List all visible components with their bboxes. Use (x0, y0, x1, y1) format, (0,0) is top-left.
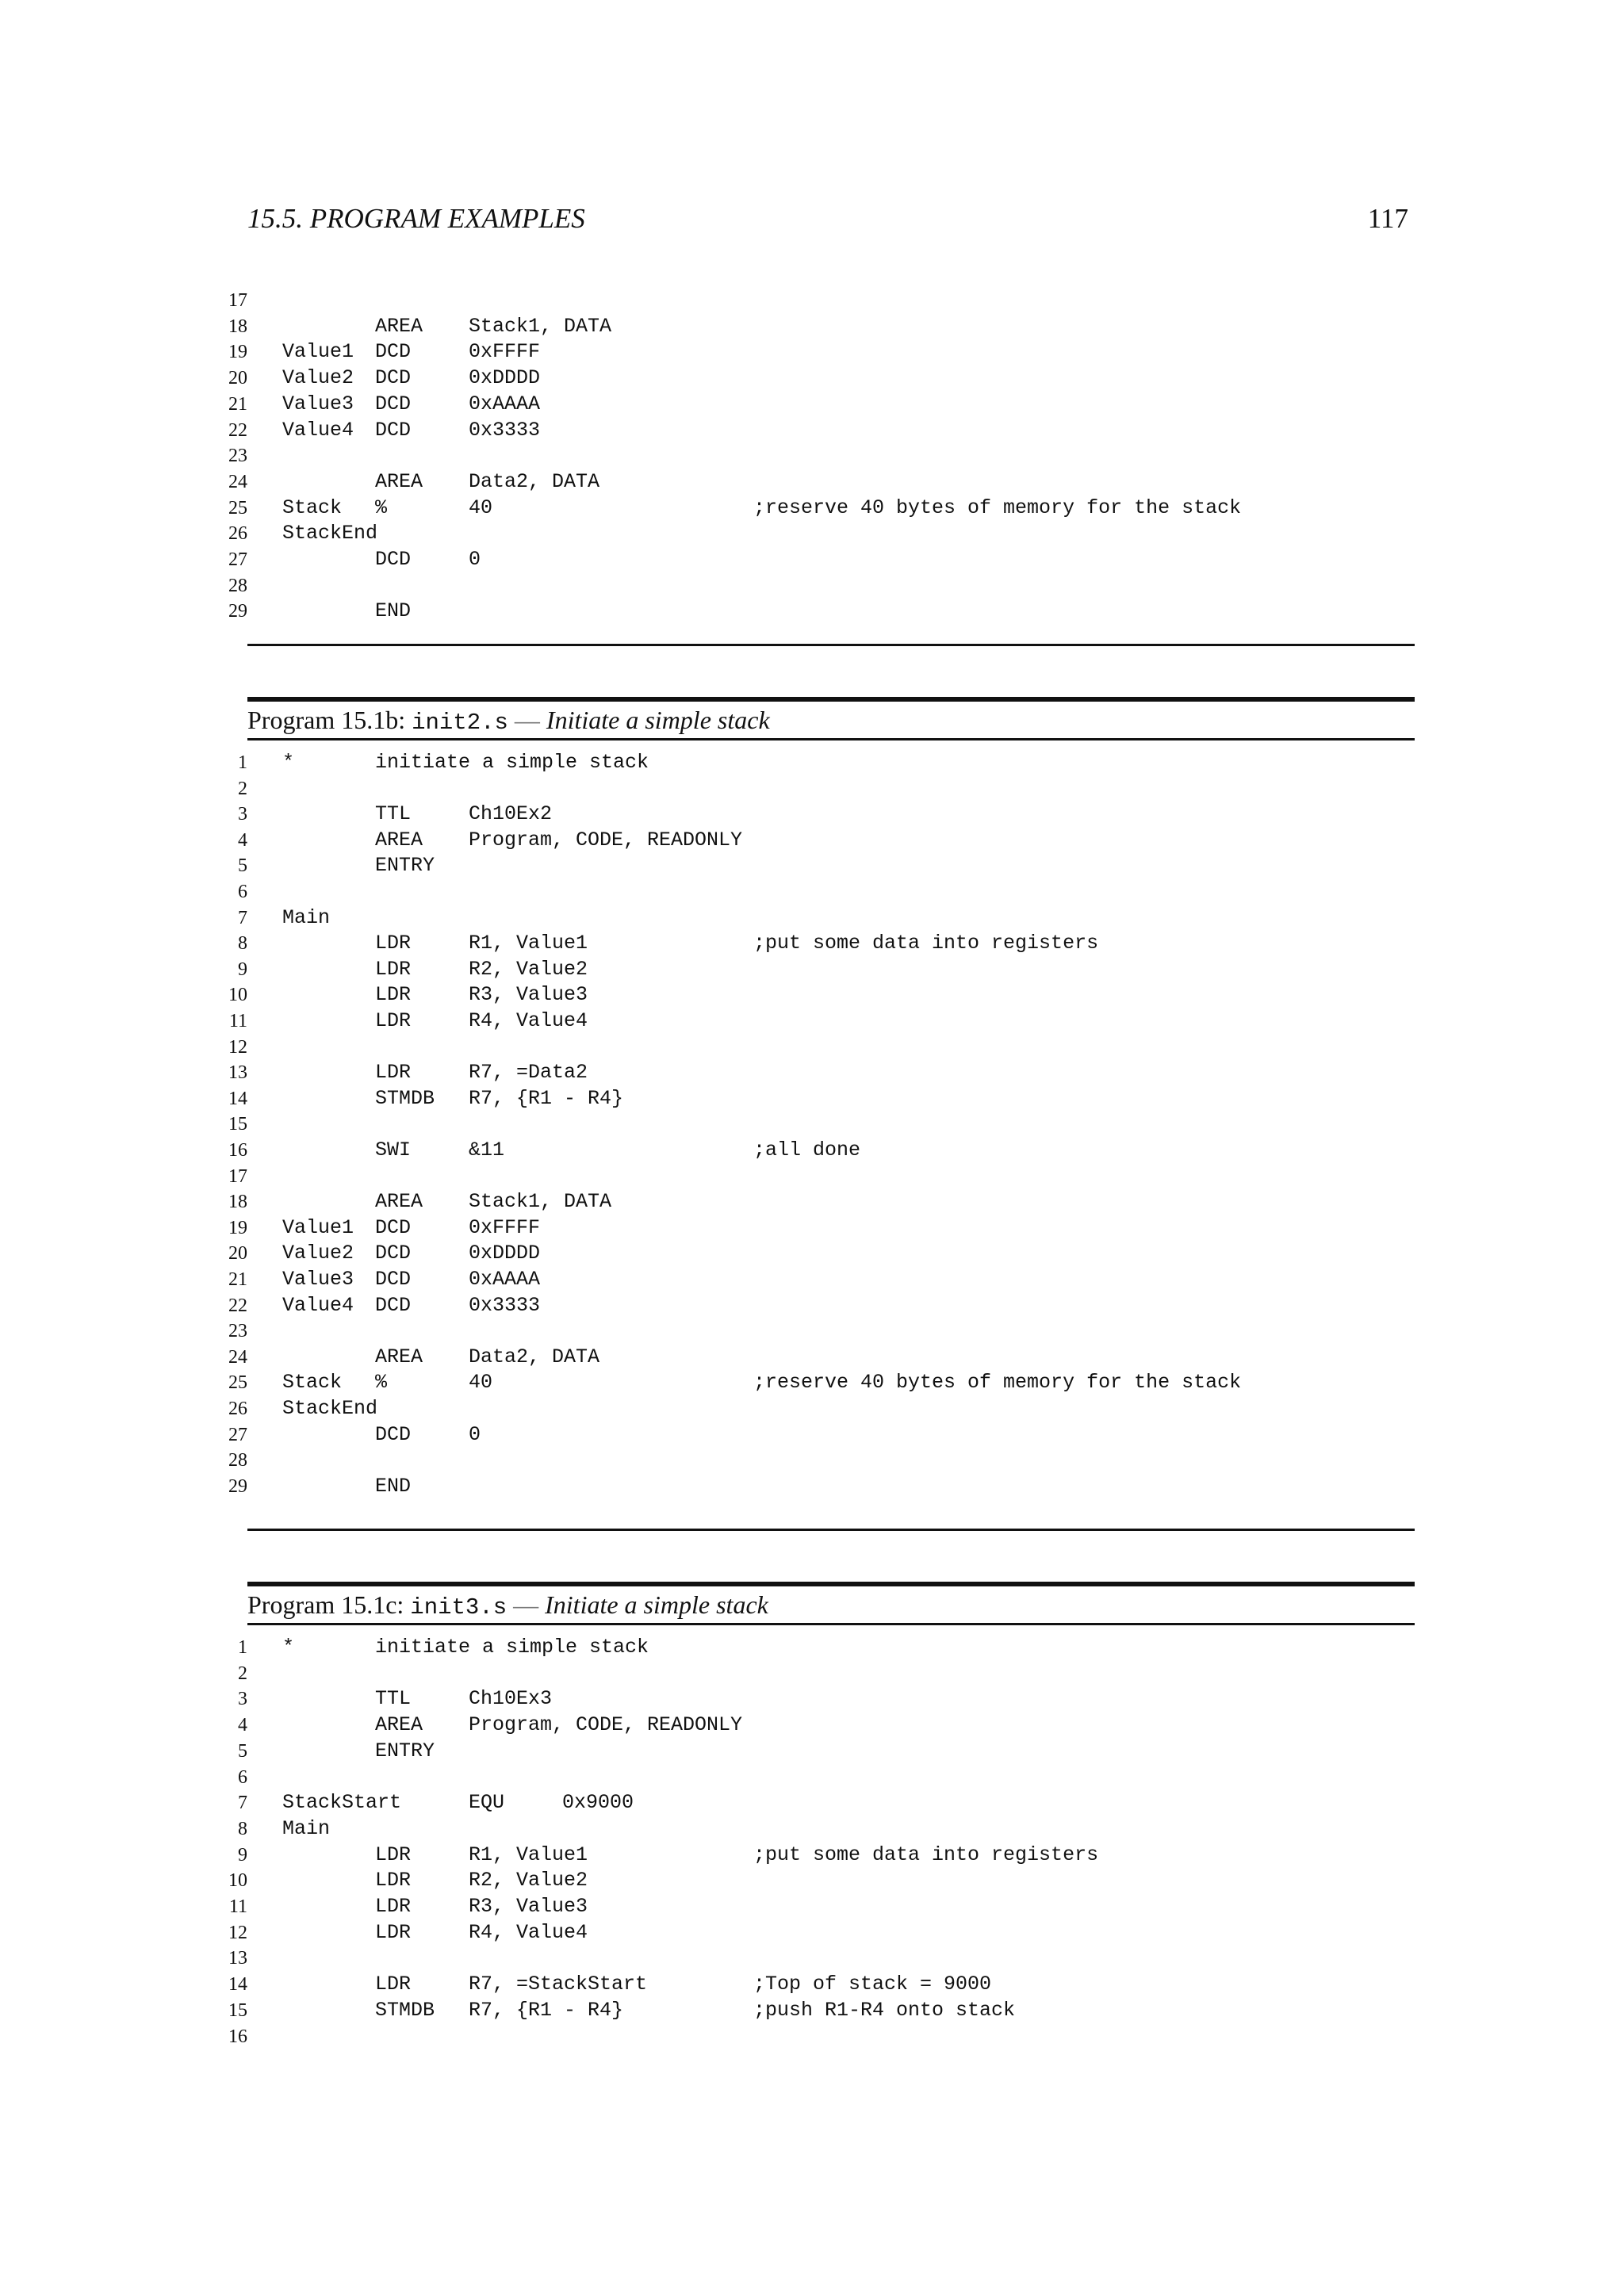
line-number: 13 (228, 1062, 247, 1084)
code-comment: ;push R1-R4 onto stack (753, 1998, 1016, 2022)
line-number: 27 (228, 549, 247, 570)
line-number: 8 (238, 933, 247, 955)
line-number: 17 (228, 1165, 247, 1187)
code-operands: R2, Value2 (469, 957, 588, 981)
running-header-title: 15.5. PROGRAM EXAMPLES (247, 203, 585, 234)
line-number: 6 (238, 882, 247, 902)
caption-prefix: Program 15.1c: (247, 1590, 411, 1619)
line-number: 25 (228, 1372, 247, 1394)
code-operands: Ch10Ex2 (469, 802, 553, 826)
code-opcode: LDR (375, 932, 412, 955)
line-number: 3 (238, 804, 247, 825)
line-number: 1 (238, 1637, 247, 1658)
line-number: 28 (228, 575, 247, 596)
code-label: Value1 (282, 1215, 354, 1239)
line-number: 21 (228, 393, 247, 415)
line-number: 4 (238, 1715, 247, 1736)
code-opcode: DCD (375, 1293, 412, 1317)
line-number: 26 (228, 1399, 247, 1419)
line-number: 11 (228, 1896, 247, 1917)
code-operands: Program, CODE, READONLY (469, 1713, 743, 1737)
line-number: 14 (228, 1974, 247, 1996)
line-number: 27 (228, 1424, 247, 1445)
code-opcode: DCD (375, 1268, 412, 1291)
line-number: 16 (228, 1140, 247, 1161)
code-label: Main (282, 1816, 331, 1840)
code-operands: 0xAAAA (469, 1268, 541, 1291)
code-comment: ;put some data into registers (753, 932, 1099, 955)
code-opcode: % (375, 1371, 388, 1395)
code-comment: ;put some data into registers (753, 1843, 1099, 1866)
line-number: 13 (228, 1948, 247, 1969)
code-operands: R7, {R1 - R4} (469, 1086, 624, 1110)
code-opcode: LDR (375, 1973, 412, 1996)
code-operands: 0xDDDD (469, 1242, 541, 1265)
line-number: 22 (228, 419, 247, 441)
code-label: Stack (282, 1371, 343, 1395)
line-number: 19 (228, 342, 247, 363)
code-opcode: AREA (375, 314, 423, 338)
code-operands: &11 (469, 1138, 505, 1161)
code-label: Value4 (282, 418, 354, 442)
code-operands: 0xFFFF (469, 340, 541, 364)
code-operands: 0x9000 (562, 1791, 634, 1815)
line-number: 5 (238, 1740, 247, 1762)
caption-filename: init3.s (410, 1594, 508, 1621)
code-opcode: DCD (375, 548, 412, 571)
line-number: 23 (228, 446, 247, 467)
code-opcode: LDR (375, 1061, 412, 1085)
code-opcode: initiate a simple stack (375, 751, 649, 774)
code-operands: Data2, DATA (469, 469, 600, 493)
line-number: 7 (238, 1793, 247, 1814)
code-opcode: AREA (375, 828, 423, 851)
code-opcode: AREA (375, 469, 423, 493)
caption-filename: init2.s (412, 710, 508, 736)
program-c-caption-rule (247, 1623, 1415, 1625)
code-opcode: TTL (375, 1687, 412, 1711)
line-number: 22 (228, 1295, 247, 1316)
code-label: Value3 (282, 392, 354, 415)
code-opcode: LDR (375, 1920, 412, 1944)
code-opcode: ENTRY (375, 1739, 435, 1762)
code-operands: R7, =StackStart (469, 1973, 648, 1996)
code-operands: 0 (469, 1422, 481, 1446)
line-number: 1 (238, 752, 247, 773)
line-number: 26 (228, 523, 247, 545)
code-label: Value2 (282, 1242, 354, 1265)
code-operands: Program, CODE, READONLY (469, 828, 743, 851)
code-operands: R1, Value1 (469, 1843, 588, 1866)
code-operands: R2, Value2 (469, 1869, 588, 1892)
program-c-top-rule (247, 1582, 1415, 1586)
code-operands: 0xDDDD (469, 366, 541, 390)
caption-prefix: Program 15.1b: (247, 706, 412, 734)
code-comment: ;reserve 40 bytes of memory for the stack (753, 496, 1242, 519)
line-number: 20 (228, 1243, 247, 1265)
code-label: Value4 (282, 1293, 354, 1317)
code-operands: R4, Value4 (469, 1920, 588, 1944)
code-opcode: DCD (375, 392, 412, 415)
code-opcode: LDR (375, 1895, 412, 1918)
line-number: 4 (238, 829, 247, 851)
code-opcode: EQU (469, 1791, 505, 1815)
code-opcode: DCD (375, 1215, 412, 1239)
line-number: 2 (238, 778, 247, 799)
line-number: 14 (228, 1088, 247, 1109)
line-number: 18 (228, 316, 247, 337)
code-opcode: ENTRY (375, 854, 435, 878)
code-opcode: DCD (375, 418, 412, 442)
code-label: Value2 (282, 366, 354, 390)
line-number: 24 (228, 1346, 247, 1368)
code-opcode: initiate a simple stack (375, 1636, 649, 1659)
code-opcode: DCD (375, 1242, 412, 1265)
code-opcode: LDR (375, 1009, 412, 1032)
code-operands: 0 (469, 548, 481, 571)
line-number: 21 (228, 1269, 247, 1290)
line-number: 10 (228, 985, 247, 1006)
code-opcode: SWI (375, 1138, 412, 1161)
line-number: 15 (228, 1999, 247, 2021)
program-b-caption-rule (247, 738, 1415, 740)
code-comment: ;Top of stack = 9000 (753, 1973, 992, 1996)
line-number: 20 (228, 368, 247, 389)
code-label: StackStart (282, 1791, 402, 1815)
caption-description: Initiate a simple stack (545, 1590, 768, 1619)
code-operands: 0x3333 (469, 418, 541, 442)
code-operands: R3, Value3 (469, 983, 588, 1007)
code-label: * (282, 751, 295, 774)
line-number: 9 (238, 959, 247, 980)
code-opcode: TTL (375, 802, 412, 826)
code-operands: Ch10Ex3 (469, 1687, 553, 1711)
code-opcode: END (375, 599, 412, 623)
code-opcode: LDR (375, 957, 412, 981)
code-label: Value3 (282, 1268, 354, 1291)
code-comment: ;reserve 40 bytes of memory for the stack (753, 1371, 1242, 1395)
code-label: Stack (282, 496, 343, 519)
line-number: 15 (228, 1114, 247, 1135)
code-operands: 40 (469, 1371, 493, 1395)
line-number: 16 (228, 2026, 247, 2047)
caption-description: Initiate a simple stack (546, 706, 770, 734)
code-opcode: AREA (375, 1190, 423, 1214)
code-label: Main (282, 905, 331, 929)
code-opcode: LDR (375, 983, 412, 1007)
code-label: Value1 (282, 340, 354, 364)
line-number: 9 (238, 1844, 247, 1866)
line-number: 29 (228, 601, 247, 622)
code-operands: R7, {R1 - R4} (469, 1998, 624, 2022)
caption-dash: — (507, 1590, 546, 1619)
line-number: 19 (228, 1217, 247, 1238)
code-opcode: STMDB (375, 1086, 435, 1110)
line-number: 23 (228, 1321, 247, 1342)
line-number: 11 (228, 1011, 247, 1031)
line-number: 29 (228, 1475, 247, 1497)
code-opcode: AREA (375, 1713, 423, 1737)
program-b-bottom-rule (247, 1529, 1415, 1531)
code-opcode: AREA (375, 1345, 423, 1368)
line-number: 8 (238, 1818, 247, 1839)
code-opcode: LDR (375, 1869, 412, 1892)
line-number: 6 (238, 1766, 247, 1788)
page-number: 117 (1367, 203, 1408, 234)
caption-dash: — (508, 706, 546, 734)
code-operands: 0xAAAA (469, 392, 541, 415)
code-operands: R3, Value3 (469, 1895, 588, 1918)
code-operands: R1, Value1 (469, 932, 588, 955)
line-number: 7 (238, 907, 247, 928)
program-c-caption (247, 1590, 768, 1621)
line-number: 28 (228, 1450, 247, 1471)
code-operands: 0xFFFF (469, 1215, 541, 1239)
code-opcode: DCD (375, 340, 412, 364)
code-opcode: DCD (375, 1422, 412, 1446)
code-opcode: % (375, 496, 388, 519)
code-operands: R4, Value4 (469, 1009, 588, 1032)
line-number: 25 (228, 497, 247, 519)
line-number: 12 (228, 1036, 247, 1058)
line-number: 12 (228, 1922, 247, 1943)
code-label: StackEnd (282, 1397, 378, 1420)
code-operands: R7, =Data2 (469, 1061, 588, 1085)
program-b-caption (247, 706, 770, 736)
code-opcode: LDR (375, 1843, 412, 1866)
code-operands: Data2, DATA (469, 1345, 600, 1368)
code-operands: Stack1, DATA (469, 314, 612, 338)
code-label: StackEnd (282, 522, 378, 545)
line-number: 24 (228, 471, 247, 492)
code-operands: Stack1, DATA (469, 1190, 612, 1214)
line-number: 2 (238, 1663, 247, 1684)
code-opcode: STMDB (375, 1998, 435, 2022)
code-opcode: DCD (375, 366, 412, 390)
code-operands: 0x3333 (469, 1293, 541, 1317)
line-number: 5 (238, 855, 247, 877)
code-comment: ;all done (753, 1138, 861, 1161)
code-label: * (282, 1636, 295, 1659)
line-number: 18 (228, 1192, 247, 1213)
code-operands: 40 (469, 496, 493, 519)
fragment-bottom-rule (247, 644, 1415, 646)
line-number: 3 (238, 1689, 247, 1710)
line-number: 17 (228, 290, 247, 311)
code-opcode: END (375, 1474, 412, 1498)
line-number: 10 (228, 1870, 247, 1892)
program-b-top-rule (247, 697, 1415, 702)
